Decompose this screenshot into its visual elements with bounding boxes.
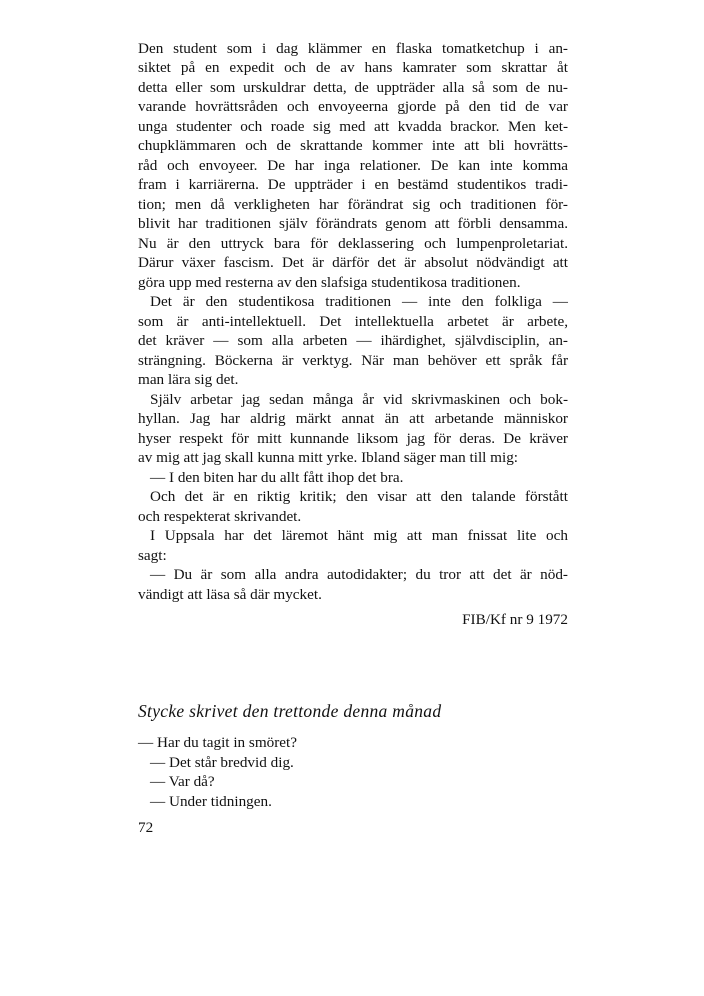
dialogue-line: — Har du tagit in smöret?: [138, 734, 298, 751]
prose-line: hyllan. Jag har aldrig märkt annat än att arbetande människor: [138, 410, 568, 427]
prose-line: Därur växer fascism. Det är därför det är absolut nödvändigt att: [138, 254, 568, 271]
prose-line: Det är den studentikosa traditionen — inte den folkliga —: [150, 293, 568, 310]
prose-line: råd och envoyeer. De har inga relationer. De kan inte komma: [138, 157, 568, 174]
prose-line: unga studenter och roade sig med att kvadda brackor. Men ket-: [138, 118, 568, 135]
prose-line: varande hovrättsråden och envoyeerna gjorde på den tid de var: [138, 98, 568, 115]
prose-line: Och det är en riktig kritik; den visar att den talande förstått: [150, 488, 568, 505]
prose-line: siktet på en expedit och de av hans kamrater som skrattar åt: [138, 59, 568, 76]
prose-line: strängning. Böckerna är verktyg. När man behöver ett språk får: [138, 352, 568, 369]
prose-line: tion; men då verkligheten har förändrat sig och traditionen för-: [138, 196, 568, 213]
prose-line: — I den biten har du allt fått ihop det bra.: [150, 469, 404, 486]
prose-line: och respekterat skrivandet.: [138, 508, 302, 525]
prose-line: göra upp med resterna av den slafsiga studentikosa traditionen.: [138, 274, 521, 291]
prose-line: Själv arbetar jag sedan många år vid skrivmaskinen och bok-: [150, 391, 568, 408]
prose-line: av mig att jag skall kunna mitt yrke. Ibland säger man till mig:: [138, 449, 519, 466]
section-title: Stycke skrivet den trettonde denna månad: [138, 701, 442, 721]
prose-line: detta eller som urskuldrar detta, de uppträder alla så som de nu-: [138, 79, 568, 96]
prose-line: blivit har traditionen själv förändrats genom att förbli densamma.: [138, 215, 568, 232]
prose-line: man lära sig det.: [138, 371, 239, 388]
page-number: 72: [138, 819, 154, 836]
dialogue-line: — Under tidningen.: [150, 793, 272, 810]
prose-line: fram i karriärerna. De uppträder i en bestämd studentikos tradi-: [138, 176, 568, 193]
prose-line: — Du är som alla andra autodidakter; du tror att det är nöd-: [150, 566, 568, 583]
prose-line: vändigt att läsa så där mycket.: [138, 586, 322, 603]
prose-line: hyser respekt för mitt kunnande liksom jag för deras. De kräver: [138, 430, 568, 447]
prose-line: chupklämmaren och de skrattande kommer inte att bli hovrätts-: [138, 137, 568, 154]
dialogue-line: — Det står bredvid dig.: [150, 754, 294, 771]
prose-line: Den student som i dag klämmer en flaska tomatketchup i an-: [138, 40, 568, 57]
prose-line: som är anti-intellektuell. Det intellektuella arbetet är arbete,: [138, 313, 568, 330]
prose-line: sagt:: [138, 547, 167, 564]
source-note: FIB/Kf nr 9 1972: [462, 611, 568, 628]
prose-line: I Uppsala har det läremot hänt mig att man fnissat lite och: [150, 527, 568, 544]
dialogue-line: — Var då?: [150, 773, 215, 790]
prose-line: Nu är den uttryck bara för deklassering och lumpenproletariat.: [138, 235, 568, 252]
prose-line: det kräver — som alla arbeten — ihärdighet, självdisciplin, an-: [138, 332, 568, 349]
